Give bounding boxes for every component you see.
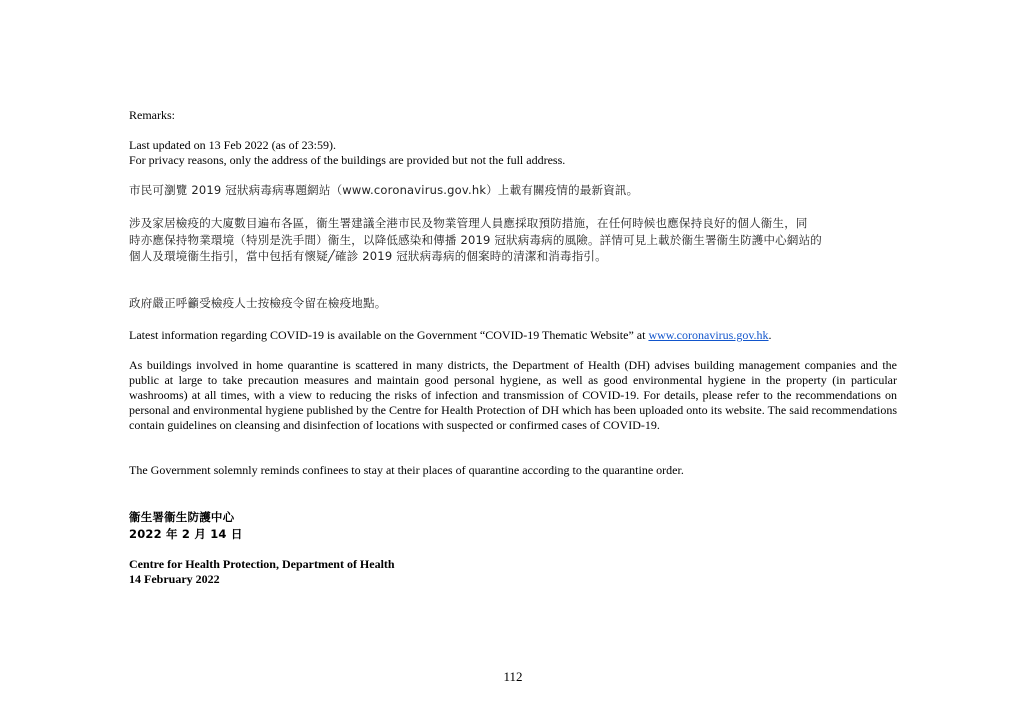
page-number: 112 [503, 669, 523, 684]
zh-signature-block [129, 509, 897, 542]
zh-website-post: ）上載有關疫情的最新資訊。 [486, 183, 639, 197]
zh-website-url: www.coronavirus.gov.hk [342, 183, 487, 197]
en-website-paragraph [129, 328, 897, 343]
en-advice-paragraph: As buildings involved in home quarantine is scattered in many districts, the Department of Health (DH) advises building management companies and the public at large to take precaution measures and maintain good personal hygiene, as well as good environmental hygiene in the property (in particular washrooms) at all times, with a view to reducing the risks of infection and transmission of COVID-19. For details, please refer to the recommendations on personal and environmental hygiene published by the Centre for Health Protection of DH which has been uploaded onto its website. The said recommendations contain guidelines on cleansing and disinfection of locations with suspected or confirmed cases of COVID-19. [129, 358, 897, 432]
zh-signature-org: 衞生署衞生防護中心 [129, 510, 235, 524]
en-website-post: . [768, 328, 772, 342]
remarks-heading: Remarks: [129, 108, 175, 122]
zh-advice-line: 時亦應保持物業環境（特別是洗手間）衞生，以降低感染和傳播 2019 冠狀病毒病的風險。詳情可見上載於衞生署衞生防護中心網站的 [129, 232, 822, 247]
zh-advice-line: 個人及環境衞生指引，當中包括有懷疑╱確診 2019 冠狀病毒病的個案時的清潔和消毒指引。 [129, 249, 607, 263]
zh-advice-line: 涉及家居檢疫的大廈數目遍布各區，衞生署建議全港市民及物業管理人員應採取預防措施，在任何時候也應保持良好的個人衞生，同 [129, 216, 808, 230]
zh-advice-paragraph [129, 215, 897, 265]
zh-quarantine-reminder: 政府嚴正呼籲受檢疫人士按檢疫令留在檢疫地點。 [129, 296, 387, 310]
zh-signature-date: 2022 年 2 月 14 日 [129, 526, 243, 541]
en-signature-date: 14 February 2022 [129, 572, 220, 586]
en-website-pre: Latest information regarding COVID-19 is available on the Government “COVID-19 Thematic Website” at [129, 328, 649, 342]
zh-website-pre: 市民可瀏覽 2019 冠狀病毒病專題網站（ [129, 183, 343, 197]
document-page [129, 0, 897, 726]
coronavirus-website-link[interactable]: www.coronavirus.gov.hk [648, 328, 769, 342]
last-updated-text: Last updated on 13 Feb 2022 (as of 23:59). [129, 138, 336, 152]
privacy-note-text: For privacy reasons, only the address of the buildings are provided but not the full address. [129, 153, 566, 167]
en-signature-block [129, 557, 897, 587]
en-signature-org: Centre for Health Protection, Department of Health [129, 557, 395, 571]
en-quarantine-reminder: The Government solemnly reminds confinees to stay at their places of quarantine according to the quarantine order. [129, 463, 684, 477]
zh-website-paragraph [129, 182, 897, 199]
remarks-block [129, 138, 897, 168]
